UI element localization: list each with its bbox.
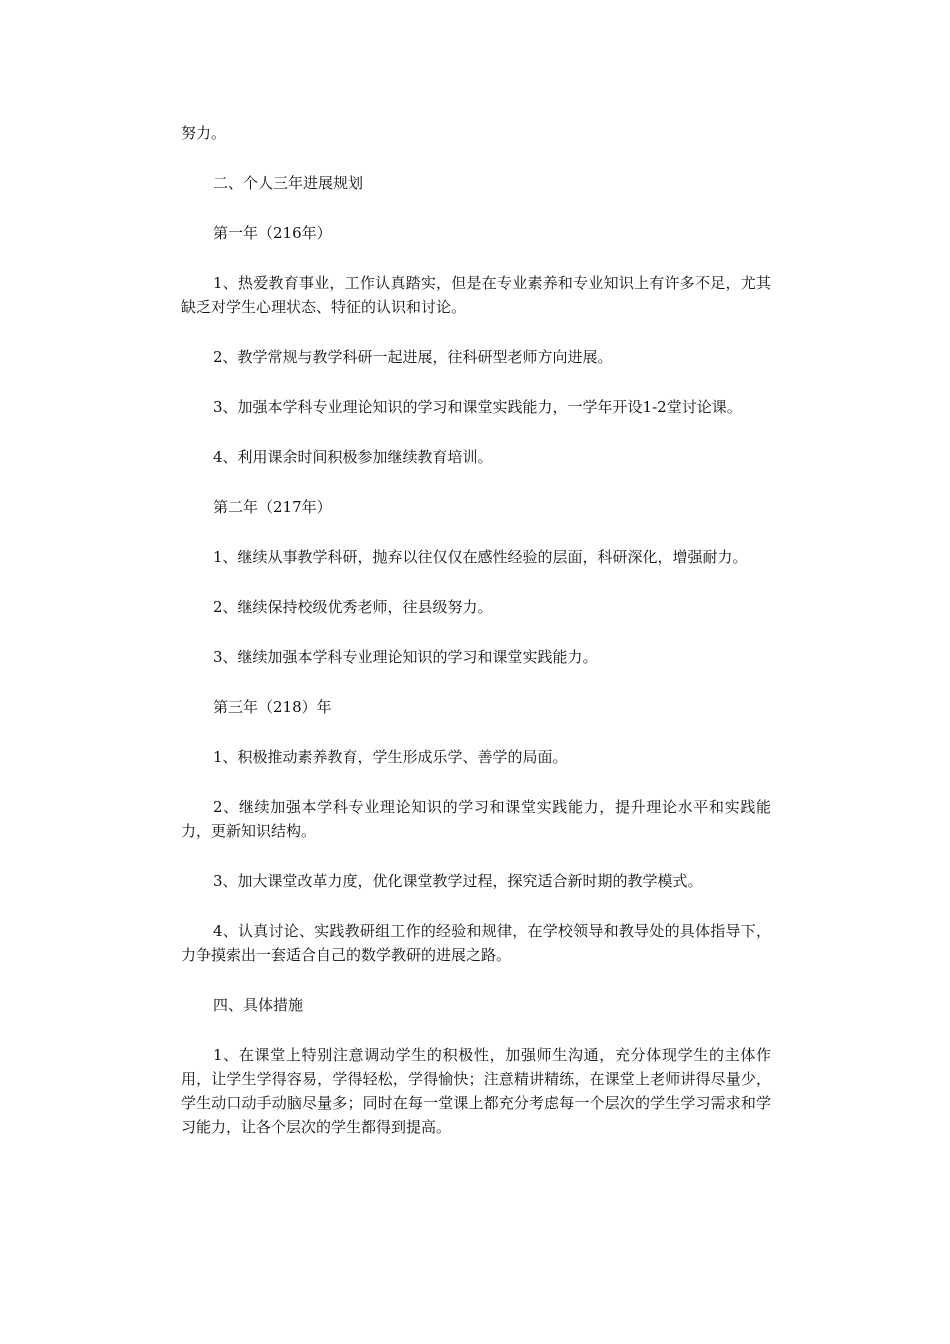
paragraph-year2-item2: 2、继续保持校级优秀老师，往县级努力。 [213, 598, 493, 616]
paragraph-year1-item1: 1、热爱教育事业，工作认真踏实，但是在专业素养和专业知识上有许多不足，尤其缺乏对学生心理状态、特征的认识和讨论。 [181, 274, 771, 316]
year-heading-first: 第一年（216年） [213, 224, 332, 242]
paragraph-year2-item3: 3、继续加强本学科专业理论知识的学习和课堂实践能力。 [213, 648, 598, 666]
document-body [181, 121, 771, 1165]
paragraph-continuation: 努力。 [181, 124, 227, 142]
paragraph-year3-item4: 4、认真讨论、实践教研组工作的经验和规律，在学校领导和教导处的具体指导下，力争摸索出一套适合自己的数学教研的进展之路。 [181, 922, 771, 964]
paragraph-year1-item4: 4、利用课余时间积极参加继续教育培训。 [213, 448, 493, 466]
year-heading-third: 第三年（218）年 [213, 698, 332, 716]
paragraph-year1-item3: 3、加强本学科专业理论知识的学习和课堂实践能力，一学年开设1-2堂讨论课。 [213, 398, 742, 416]
section-heading-measures: 四、具体措施 [213, 996, 304, 1014]
paragraph-year1-item2: 2、教学常规与教学科研一起进展，往科研型老师方向进展。 [213, 348, 613, 366]
paragraph-year2-item1: 1、继续从事教学科研，抛弃以往仅仅在感性经验的层面，科研深化，增强耐力。 [213, 548, 748, 566]
paragraph-year3-item2: 2、继续加强本学科专业理论知识的学习和课堂实践能力，提升理论水平和实践能力，更新知识结构。 [181, 798, 771, 840]
paragraph-year3-item3: 3、加大课堂改革力度，优化课堂教学过程，探究适合新时期的教学模式。 [213, 872, 703, 890]
section-heading-plan: 二、个人三年进展规划 [213, 174, 364, 192]
paragraph-measures-item1: 1、在课堂上特别注意调动学生的积极性，加强师生沟通，充分体现学生的主体作用，让学生学得容易，学得轻松，学得愉快；注意精讲精练，在课堂上老师讲得尽量少，学生动口动手动脑尽量多；同时在每一堂课上都充分考虑每一个层次的学生学习需求和学习能力，让各个层次的学生都得到提高。 [181, 1046, 771, 1136]
year-heading-second: 第二年（217年） [213, 498, 332, 516]
paragraph-year3-item1: 1、积极推动素养教育，学生形成乐学、善学的局面。 [213, 748, 568, 766]
